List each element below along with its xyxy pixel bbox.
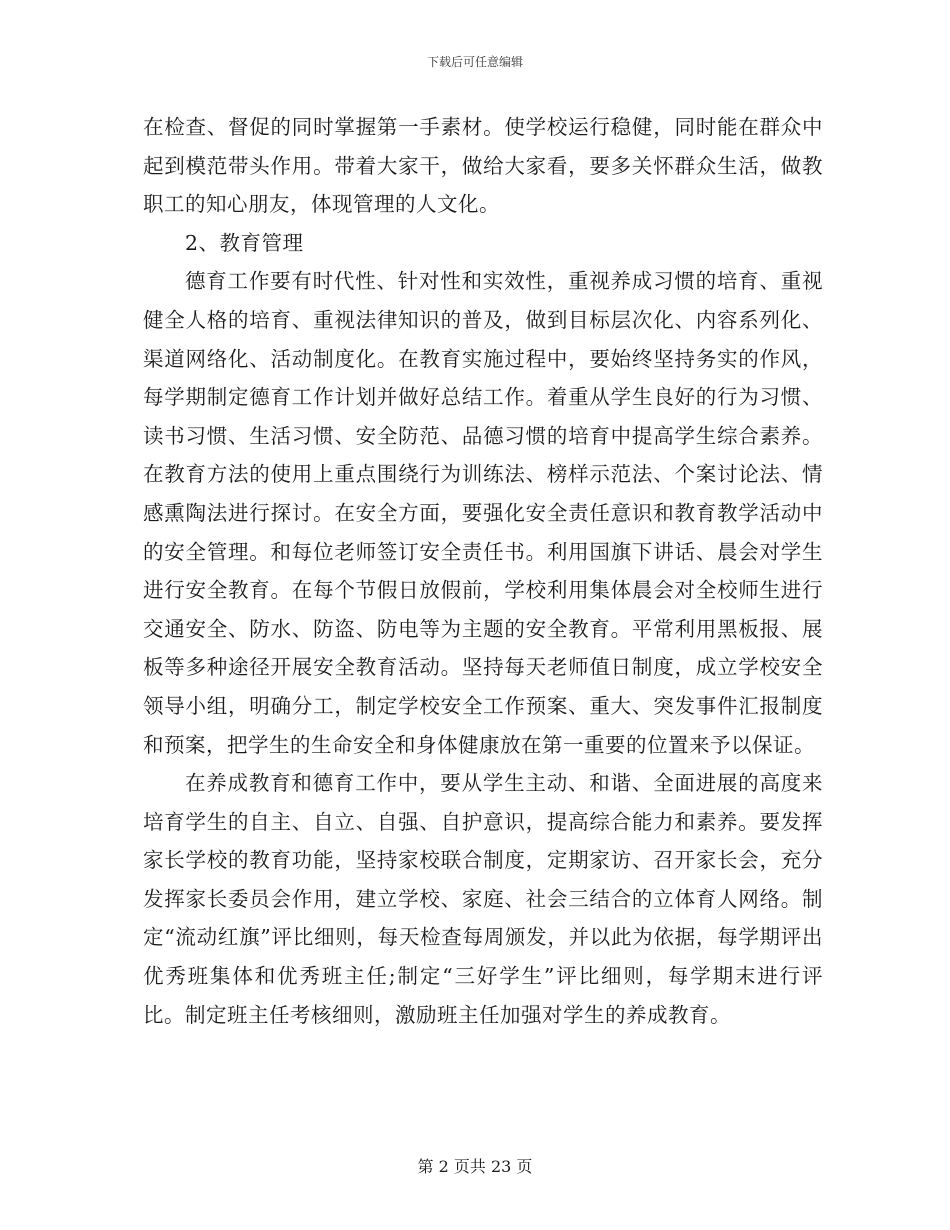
paragraph-moral-education: 德育工作要有时代性、针对性和实效性，重视养成习惯的培育、重视健全人格的培育、重视法律知识的普及，做到目标层次化、内容系列化、渠道网络化、活动制度化。在教育实施过程中，要始终坚持务实的作风，每学期制定德育工作计划并做好总结工作。着重从学生良好的行为习惯、读书习惯、生活习惯、安全防范、品德习惯的培育中提高学生综合素养。在教育方法的使用上重点围绕行为训练法、榜样示范法、个案讨论法、情感熏陶法进行探讨。在安全方面，要强化安全责任意识和教育教学活动中的安全管理。和每位老师签订安全责任书。利用国旗下讲话、晨会对学生进行安全教育。在每个节假日放假前，学校利用集体晨会对全校师生进行交通安全、防水、防盗、防电等为主题的安全教育。平常利用黑板报、展板等多种途径开展安全教育活动。坚持每天老师值日制度，成立学校安全领导小组，明确分工，制定学校安全工作预案、重大、突发事件汇报制度和预案，把学生的生命安全和身体健康放在第一重要的位置来予以保证。	[143, 269, 823, 757]
page-footer: 第 2 页共 23 页	[417, 1157, 533, 1176]
section-heading: 2、教育管理	[185, 230, 304, 255]
page-header: 下载后可任意编辑	[426, 55, 523, 69]
paragraph-continuation: 在检查、督促的同时掌握第一手素材。使学校运行稳健，同时能在群众中起到模范带头作用。带着大家干，做给大家看，要多关怀群众生活，做教职工的知心朋友，体现管理的人文化。	[143, 115, 823, 217]
document-body	[143, 108, 823, 1034]
paragraph-habit-education: 在养成教育和德育工作中，要从学生主动、和谐、全面进展的高度来培育学生的自主、自立、自强、自护意识，提高综合能力和素养。要发挥家长学校的教育功能，坚持家校联合制度，定期家访、召开家长会，充分发挥家长委员会作用，建立学校、家庭、社会三结合的立体育人网络。制定“流动红旗”评比细则，每天检查每周颁发，并以此为依据，每学期评出优秀班集体和优秀班主任;制定“三好学生”评比细则，每学期末进行评比。制定班主任考核细则，激励班主任加强对学生的养成教育。	[143, 771, 823, 1027]
